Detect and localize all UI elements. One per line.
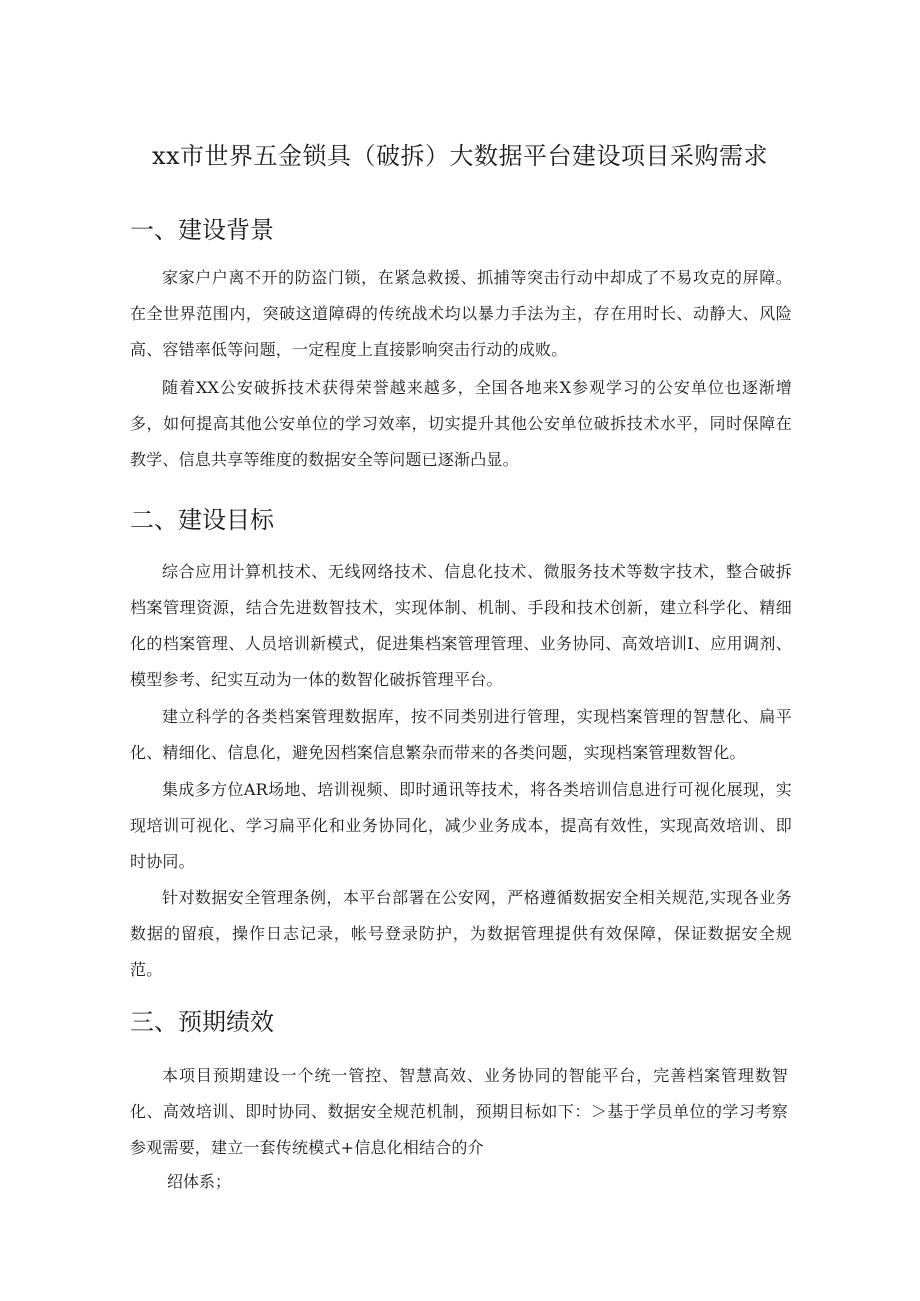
paragraph-background-1: 家家户户离不开的防盗门锁，在紧急救援、抓捕等突击行动中却成了不易攻克的屏障。在全世界范围内，突破这道障碍的传统战术均以暴力手法为主，存在用时长、动静大、风险高、容错率低等问题，一定程度上直接影响突击行动的成败。: [130, 268, 792, 359]
paragraph-performance-2: 绍体系；: [167, 1172, 232, 1191]
paragraph-background-2: 随着XX公安破拆技术获得荣誉越来越多，全国各地来X参观学习的公安单位也逐渐增多，如何提高其他公安单位的学习效率，切实提升其他公安单位破拆技术水平，同时保障在教学、信息共享等维度的数据安全等问题已逐渐凸显。: [130, 378, 792, 469]
paragraph-goals-2: 建立科学的各类档案管理数据库，按不同类别进行管理，实现档案管理的智慧化、扁平化、精细化、信息化，避免因档案信息繁杂而带来的各类问题，实现档案管理数智化。: [130, 707, 792, 762]
paragraph-goals-1: 综合应用计算机技术、无线网络技术、信息化技术、微服务技术等数字技术，整合破拆档案管理资源，结合先进数智技术，实现体制、机制、手段和技术创新，建立科学化、精细化的档案管理、人员培训新模式，促进集档案管理管理、业务协同、高效培训I、应用调剂、模型参考、纪实互动为一体的数智化破拆管理平台。: [130, 562, 792, 689]
paragraph-goals-3: 集成多方位AR场地、培训视频、即时通讯等技术，将各类培训信息进行可视化展现，实现培训可视化、学习扁平化和业务协同化，减少业务成本，提高有效性，实现高效培训、即时协同。: [130, 780, 792, 871]
paragraph-performance-1: 本项目预期建设一个统一管控、智慧高效、业务协同的智能平台，完善档案管理数智化、高效培训、即时协同、数据安全规范机制，预期目标如下：＞基于学员单位的学习考察参观需要，建立一套传统模式+信息化相结合的介: [130, 1066, 788, 1157]
section-heading-background: 一、建设背景: [130, 216, 274, 244]
section-heading-goals: 二、建设目标: [130, 506, 274, 534]
section-heading-performance: 三、预期绩效: [130, 1008, 274, 1036]
document-title: xx市世界五金锁具（破拆）大数据平台建设项目采购需求: [151, 142, 769, 170]
paragraph-goals-4: 针对数据安全管理条例，本平台部署在公安网，严格遵循数据安全相关规范,实现各业务数据的留痕，操作日志记录，帐号登录防护，为数据管理提供有效保障，保证数据安全规范。: [130, 888, 792, 979]
